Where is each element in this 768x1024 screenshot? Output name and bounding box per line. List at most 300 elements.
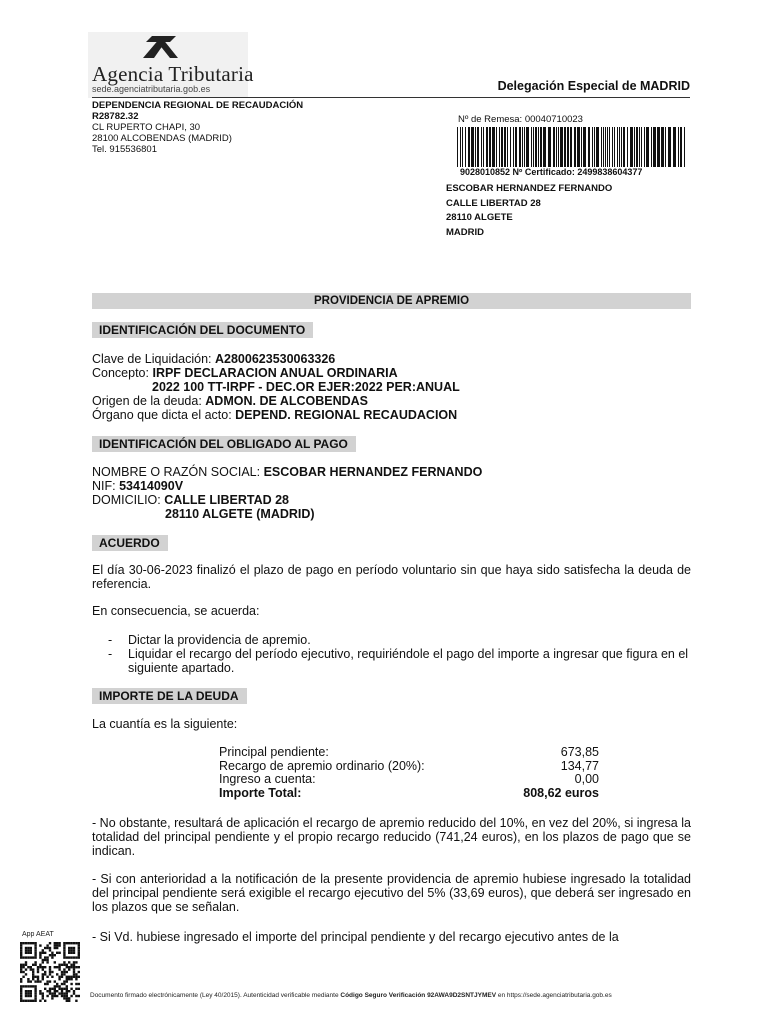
logo-text: Agencia Tributaria [92,62,254,86]
qr-module [68,949,70,951]
qr-module [56,966,58,968]
qr-module [58,968,60,970]
barcode-bar [548,127,551,167]
qr-module [20,956,22,958]
qr-module [70,988,72,990]
qr-module [25,949,27,951]
qr-module [37,976,39,978]
barcode-bar [603,127,604,167]
qr-module [44,952,46,954]
qr-module [49,990,51,992]
qr-module [75,976,77,978]
barcode-bar [623,127,625,167]
qr-module [20,942,22,944]
qr-module [54,992,56,994]
qr-module [32,968,34,970]
qr-module [39,944,41,946]
qr-module [78,966,80,968]
qr-module [42,968,44,970]
qr-module [32,942,34,944]
qr-module [32,964,34,966]
concepto-value: IRPF DECLARACION ANUAL ORDINARIA [152,366,398,380]
qr-module [63,971,65,973]
importe-value: 134,77 [560,758,599,773]
qr-module [37,978,39,980]
clave-value: A2800623530063326 [215,352,336,366]
qr-module [61,995,63,997]
acuerdo-item-2: Liquidar el recargo del período ejecutivo, requiriéndole el pago del importe a ingresar que figura en el siguiente apartado. [128,647,689,675]
qr-module [20,985,22,987]
dependencia-block [92,100,303,155]
barcode-bar [588,127,590,167]
qr-module [22,964,24,966]
qr-module [44,956,46,958]
importe-row [219,760,599,774]
qr-module [25,961,27,963]
nota-ingresado: - Si Vd. hubiese ingresado el importe del principal pendiente y del recargo ejecutivo antes de la [92,930,619,944]
qr-module [70,942,72,944]
qr-module [68,961,70,963]
qr-module [63,992,65,994]
barcode-bar [513,127,514,167]
qr-module [63,983,65,985]
qr-module [34,985,36,987]
qr-module [63,973,65,975]
barcode-bar [601,127,602,167]
qr-module [51,954,53,956]
barcode-bar [634,127,635,167]
qr-module [63,988,65,990]
qr-module [34,988,36,990]
qr-module [73,964,75,966]
qr-module [51,952,53,954]
barcode-bar [673,127,676,167]
barcode-bar [661,127,664,167]
qr-module [54,944,56,946]
organo-value: DEPEND. REGIONAL RECAUDACION [235,408,458,422]
qr-module [44,973,46,975]
qr-module [44,966,46,968]
barcode-bar [617,127,618,167]
qr-module [32,973,34,975]
qr-module [27,966,29,968]
qr-module [27,949,29,951]
qr-module [54,942,56,944]
qr-module [63,968,65,970]
qr-module [34,961,36,963]
importe-value: 0,00 [574,772,599,786]
concepto-label: Concepto: [92,366,153,380]
barcode-bar [630,127,633,167]
qr-module [70,964,72,966]
qr-module [27,952,29,954]
qr-module [30,956,32,958]
qr-module [61,990,63,992]
qr-module [54,947,56,949]
qr-module [49,966,51,968]
qr-module [22,956,24,958]
nif-value: 53414090V [119,479,184,493]
qr-module [73,966,75,968]
qr-module [39,1000,41,1002]
barcode-bar [581,127,582,167]
delegacion-title: Delegación Especial de MADRID [497,79,690,93]
qr-module [42,976,44,978]
qr-module [66,966,68,968]
qr-module [30,949,32,951]
barcode-bar [460,127,461,167]
app-aeat-label: App AEAT [22,931,54,938]
qr-module [30,947,32,949]
qr-module [37,968,39,970]
qr-module [22,966,24,968]
importe-total-row [219,787,599,801]
qr-module [63,947,65,949]
qr-module [61,973,63,975]
barcode-bar [499,127,500,167]
qr-module [34,976,36,978]
qr-module [27,985,29,987]
qr-module [66,995,68,997]
importe-value: 673,85 [560,745,599,759]
qr-module [25,992,27,994]
barcode-bar [457,127,458,167]
qr-module [25,995,27,997]
qr-module [75,956,77,958]
qr-module [54,988,56,990]
qr-module [49,973,51,975]
qr-module [39,992,41,994]
qr-module [27,978,29,980]
dependencia-street: CL RUPERTO CHAPI, 30 [92,122,201,133]
qr-module [25,1000,27,1002]
barcode-bar [619,127,620,167]
barcode-bar [556,127,557,167]
qr-module [75,966,77,968]
nota-reducido: - No obstante, resultará de aplicación el recargo de apremio reducido del 10%, en vez del 20%, si ingresa la totalidad del principal pendiente y el propio recargo reducido (741,24 euros), en los plazos de pago que se indican. [92,816,691,858]
certificado-number: 9028010852 Nº Certificado: 2499838604377 [460,167,643,177]
qr-module [22,976,24,978]
nif-label: NIF: [92,479,120,493]
qr-module [56,944,58,946]
qr-module [78,956,80,958]
qr-module [34,992,36,994]
qr-module [51,976,53,978]
barcode-bar [684,127,685,167]
domicilio-value: CALLE LIBERTAD 28 [164,493,290,507]
qr-module [58,976,60,978]
qr-module [61,964,63,966]
qr-module [56,947,58,949]
qr-module [70,976,72,978]
importe-table [219,746,599,800]
qr-module [34,949,36,951]
importe-total-label: Importe Total: [219,785,302,800]
footer-csv-code: Código Seguro Verificación 92AWA9D2SNTJYMEV [340,992,497,999]
qr-module [30,1000,32,1002]
qr-module [63,995,65,997]
qr-module [46,990,48,992]
recipient-address [446,182,612,240]
barcode-bar [526,127,529,167]
qr-module [75,942,77,944]
qr-module [27,990,29,992]
qr-module [34,944,36,946]
qr-module [75,988,77,990]
qr-module [20,947,22,949]
qr-module [68,978,70,980]
qr-module [34,995,36,997]
qr-module [46,944,48,946]
qr-module [20,966,22,968]
qr-module [20,952,22,954]
qr-module [75,1000,77,1002]
qr-module [63,949,65,951]
barcode-bar [646,127,649,167]
qr-module [44,959,46,961]
qr-module [34,947,36,949]
qr-module [49,949,51,951]
qr-module [44,971,46,973]
qr-module [25,973,27,975]
qr-module [34,964,36,966]
qr-module [39,964,41,966]
qr-module [42,995,44,997]
qr-module [37,971,39,973]
qr-module [66,997,68,999]
qr-module [22,942,24,944]
qr-module [25,964,27,966]
qr-module [46,947,48,949]
qr-module [54,980,56,982]
dependencia-name: DEPENDENCIA REGIONAL DE RECAUDACIÓN [92,100,304,111]
barcode-bar [492,127,495,167]
qr-module [58,985,60,987]
barcode-bar [535,127,537,167]
qr-module [51,997,53,999]
qr-module [68,956,70,958]
barcode-bar [605,127,606,167]
barcode-bar [665,127,666,167]
qr-module [30,990,32,992]
qr-module [30,980,32,982]
qr-module [68,942,70,944]
qr-module [66,978,68,980]
concepto-value-2: 2022 100 TT-IRPF - DEC.OR EJER:2022 PER:ANUAL [152,380,460,394]
barcode-bar [657,127,660,167]
barcode-bar [560,127,563,167]
logo-url: sede.agenciatributaria.gob.es [92,84,211,94]
barcode-bar [465,127,466,167]
qr-module [63,944,65,946]
qr-module [54,985,56,987]
qr-module [75,983,77,985]
qr-module [39,956,41,958]
qr-module [54,966,56,968]
qr-module [32,978,34,980]
barcode-bar [496,127,497,167]
qr-module [34,942,36,944]
qr-module [42,961,44,963]
nombre-label: NOMBRE O RAZÓN SOCIAL: [92,465,264,479]
qr-module [20,980,22,982]
qr-module [46,961,48,963]
domicilio-value-2: 28110 ALGETE (MADRID) [165,507,315,521]
qr-module [30,966,32,968]
qr-module [42,992,44,994]
recipient-city: 28110 ALGETE [446,212,513,223]
qr-module [46,956,48,958]
barcode-bar [558,127,559,167]
qr-module [68,997,70,999]
qr-module [32,971,34,973]
qr-module [37,966,39,968]
qr-module [78,952,80,954]
qr-module [20,954,22,956]
barcode [455,127,690,167]
acuerdo-text: El día 30-06-2023 finalizó el plazo de pago en período voluntario sin que haya sido satisfecha la deuda de referencia. [92,563,691,591]
qr-module [75,995,77,997]
qr-module [58,966,60,968]
barcode-bar [641,127,642,167]
barcode-bar [653,127,656,167]
qr-module [20,990,22,992]
qr-module [73,992,75,994]
qr-module [46,976,48,978]
qr-module [70,978,72,980]
qr-module [46,959,48,961]
qr-module [27,992,29,994]
qr-module [25,990,27,992]
qr-module [44,947,46,949]
qr-module [49,971,51,973]
qr-module [78,942,80,944]
qr-module [68,966,70,968]
qr-module [66,964,68,966]
qr-module [66,985,68,987]
qr-module [49,992,51,994]
qr-module [73,942,75,944]
qr-module [30,968,32,970]
organo-label: Órgano que dicta el acto: [92,408,236,422]
qr-module [56,983,58,985]
origen-label: Origen de la deuda: [92,394,206,408]
qr-module [78,995,80,997]
qr-module [66,956,68,958]
qr-module [58,988,60,990]
qr-module [44,1000,46,1002]
domicilio-label: DOMICILIO: [92,493,165,507]
qr-module [39,990,41,992]
qr-module [20,988,22,990]
barcode-bar [538,127,539,167]
qr-module [61,988,63,990]
qr-module [78,976,80,978]
qr-module [66,976,68,978]
qr-module [68,952,70,954]
qr-module [25,952,27,954]
importe-row [219,773,599,787]
barcode-bar [680,127,682,167]
qr-module [27,947,29,949]
barcode-bar [540,127,542,167]
qr-module [63,952,65,954]
qr-module [63,956,65,958]
qr-module [78,947,80,949]
document-title: PROVIDENCIA DE APREMIO [92,293,691,309]
barcode-bar [668,127,671,167]
clave-label: Clave de Liquidación: [92,352,215,366]
qr-module [63,942,65,944]
qr-module [30,995,32,997]
qr-module [66,980,68,982]
qr-module [73,947,75,949]
qr-module [56,942,58,944]
qr-module [51,971,53,973]
qr-module [22,1000,24,1002]
barcode-bar [651,127,652,167]
barcode-bar [596,127,599,167]
dependencia-city: 28100 ALCOBENDAS (MADRID) [92,133,232,144]
qr-module [20,971,22,973]
qr-module [20,992,22,994]
qr-module [70,995,72,997]
footer-url: en https://sede.agenciatributaria.gob.es [496,992,612,999]
qr-module [27,956,29,958]
qr-module [56,952,58,954]
qr-module [56,985,58,987]
importe-label: Principal pendiente: [219,745,329,759]
qr-module [25,956,27,958]
barcode-bar [570,127,572,167]
qr-module [20,997,22,999]
qr-module [42,959,44,961]
recipient-street: CALLE LIBERTAD 28 [446,197,541,209]
qr-module [30,942,32,944]
qr-module [78,988,80,990]
header-rule [92,97,690,98]
barcode-bar [524,127,525,167]
qr-module [73,973,75,975]
qr-module [34,1000,36,1002]
qr-module [34,956,36,958]
barcode-bar [489,127,491,167]
footer-text: Documento firmado electrónicamente (Ley 40/2015). Autenticidad verificable mediante [90,992,341,999]
acuerdo-item-1: Dictar la providencia de apremio. [128,633,311,647]
qr-module [61,992,63,994]
qr-module [27,942,29,944]
qr-module [20,1000,22,1002]
qr-module [22,971,24,973]
qr-module [32,976,34,978]
qr-module [54,990,56,992]
qr-module [58,978,60,980]
barcode-bar [477,127,479,167]
qr-module [61,971,63,973]
barcode-bar [531,127,532,167]
acuerdo-consecuencia: En consecuencia, se acuerda: [92,604,260,618]
qr-module [42,952,44,954]
barcode-bar [627,127,628,167]
qr-module [27,995,29,997]
barcode-bar [577,127,580,167]
dependencia-code: R28782.32 [92,111,139,122]
qr-module [20,995,22,997]
qr-module [32,956,34,958]
barcode-bar [553,127,555,167]
qr-module [63,954,65,956]
qr-module [78,954,80,956]
